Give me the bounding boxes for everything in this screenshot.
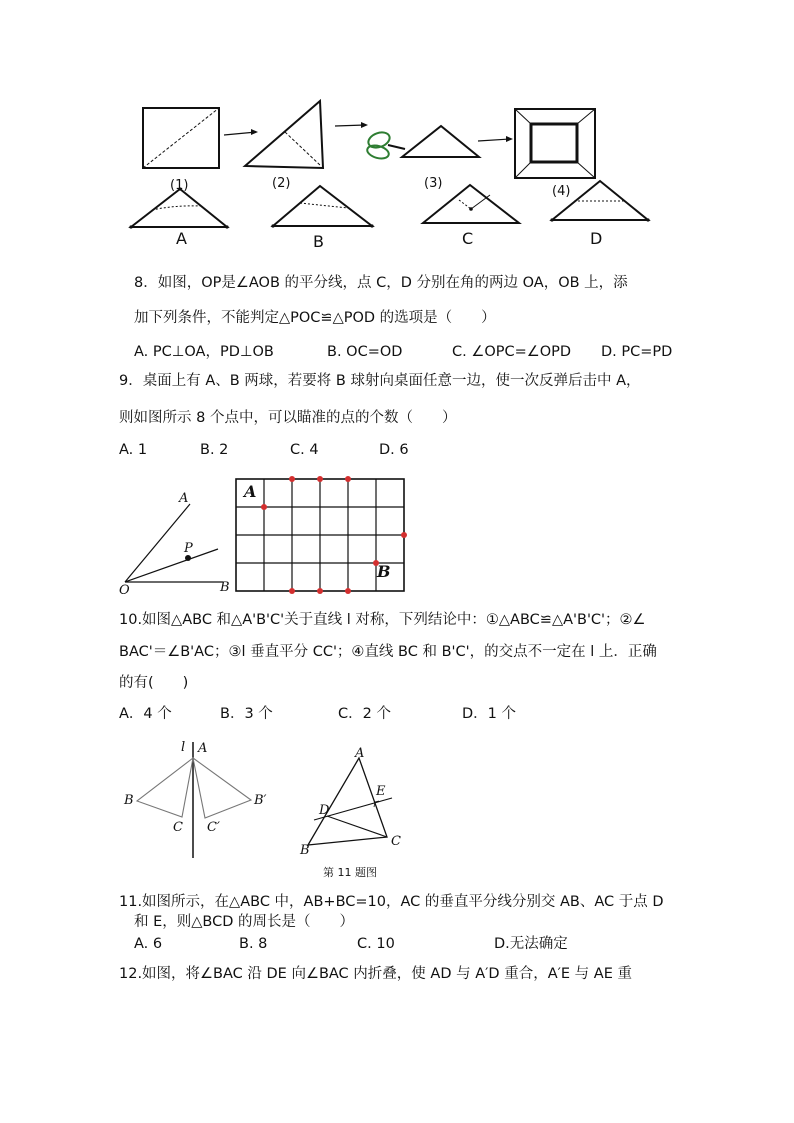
- aim-point: [317, 588, 323, 594]
- aim-point: [261, 504, 267, 510]
- sym-label-l: l: [181, 740, 186, 755]
- sym-label-c-prime: C′: [207, 820, 220, 835]
- angle-label-a: A: [179, 491, 189, 506]
- scissors-icon: [366, 130, 405, 161]
- option-a-label: A: [176, 229, 187, 248]
- aim-point: [345, 588, 351, 594]
- sym-label-b-prime: B′: [254, 793, 267, 808]
- fig11-caption: 第 11 题图: [323, 866, 377, 879]
- q11-option-c: C. 10: [357, 936, 395, 952]
- step3-triangle: [402, 126, 479, 157]
- q8-stem-line1: 8．如图，OP是∠AOB 的平分线，点 C，D 分别在角的两边 OA，OB 上，添: [134, 275, 628, 291]
- q11-option-b: B. 8: [239, 936, 268, 952]
- angle-bisector-figure: [115, 488, 235, 598]
- q11-stem-line1: 11.如图所示，在△ABC 中，AB+BC=10，AC 的垂直平分线分别交 AB、AC 于点 D: [119, 894, 664, 910]
- fig11-label-a: A: [355, 746, 365, 761]
- grid-label-b: B: [377, 562, 391, 581]
- step2-label: (2): [272, 176, 291, 191]
- q8-option-b: B. OC=OD: [327, 344, 403, 360]
- q8-option-d: D. PC=PD: [601, 344, 673, 360]
- arrow-3-icon: [506, 136, 513, 142]
- q10-stem-line1: 10.如图△ABC 和△A'B'C'关于直线 l 对称，下列结论中：①△ABC≌△A'B'C'；②∠: [119, 612, 646, 628]
- q9-option-c: C. 4: [290, 442, 319, 458]
- fig11-label-b: B: [300, 843, 310, 858]
- q11-option-d: D.无法确定: [494, 936, 568, 952]
- angle-label-b: B: [220, 580, 230, 595]
- sym-label-b: B: [124, 793, 134, 808]
- q11-option-a: A. 6: [134, 936, 163, 952]
- q10-stem-line2: BAC'＝∠B'AC；③l 垂直平分 CC'；④直线 BC 和 B'C'，的交点不一定在 l 上．正确: [119, 644, 657, 660]
- grid-label-a: A: [244, 482, 257, 501]
- step3-label: (3): [424, 176, 443, 191]
- option-c-label: C: [462, 229, 474, 248]
- q9-stem-line2: 则如图所示 8 个点中，可以瞄准的点的个数（ ）: [119, 410, 457, 426]
- step1-diagonal: [143, 108, 219, 168]
- fig11-label-c: C: [391, 834, 401, 849]
- q9-option-d: D. 6: [379, 442, 409, 458]
- step1-label: (1): [170, 178, 189, 193]
- q10-option-d: D．1 个: [462, 706, 516, 722]
- q10-stem-line3: 的有( ): [119, 675, 189, 691]
- sym-label-c: C: [173, 820, 183, 835]
- fold-steps-drawing: [0, 0, 794, 260]
- q10-option-c: C．2 个: [338, 706, 391, 722]
- angle-label-p: P: [184, 541, 193, 556]
- q9-stem-line1: 9．桌面上有 A、B 两球，若要将 B 球射向桌面任意一边，使一次反弹后击中 A，: [119, 373, 641, 389]
- option-a-triangle: [131, 189, 227, 227]
- perpendicular-bisector-figure: [300, 750, 400, 860]
- aim-point: [401, 532, 407, 538]
- aim-point: [289, 588, 295, 594]
- arrow-1-icon: [251, 129, 258, 135]
- q8-option-a: A. PC⊥OA，PD⊥OB: [134, 344, 274, 360]
- q10-option-a: A．4 个: [119, 706, 172, 722]
- option-b-triangle: [273, 186, 372, 226]
- aim-point: [345, 476, 351, 482]
- step2-triangle: [245, 101, 323, 168]
- step4-label: (4): [552, 184, 571, 199]
- q9-option-a: A. 1: [119, 442, 148, 458]
- q8-option-c: C. ∠OPC=∠OPD: [452, 344, 572, 360]
- q10-option-b: B．3 个: [220, 706, 273, 722]
- q12-stem-line1: 12.如图，将∠BAC 沿 DE 向∠BAC 内折叠，使 AD 与 A′D 重合，A′E 与 AE 重: [119, 966, 632, 982]
- fig11-label-e: E: [376, 784, 386, 799]
- angle-label-o: O: [119, 583, 130, 598]
- option-b-label: B: [313, 232, 324, 251]
- arrow-2-icon: [361, 122, 368, 128]
- step4-inner-square: [531, 124, 577, 162]
- fig11-label-d: D: [319, 803, 330, 818]
- aim-point: [317, 476, 323, 482]
- aim-point: [289, 476, 295, 482]
- q11-stem-line2: 和 E，则△BCD 的周长是（ ）: [134, 914, 355, 930]
- option-d-label: D: [590, 229, 603, 248]
- q9-option-b: B. 2: [200, 442, 229, 458]
- sym-label-a: A: [198, 741, 208, 756]
- q8-stem-line2: 加下列条件，不能判定△POC≌△POD 的选项是（ ）: [134, 310, 496, 326]
